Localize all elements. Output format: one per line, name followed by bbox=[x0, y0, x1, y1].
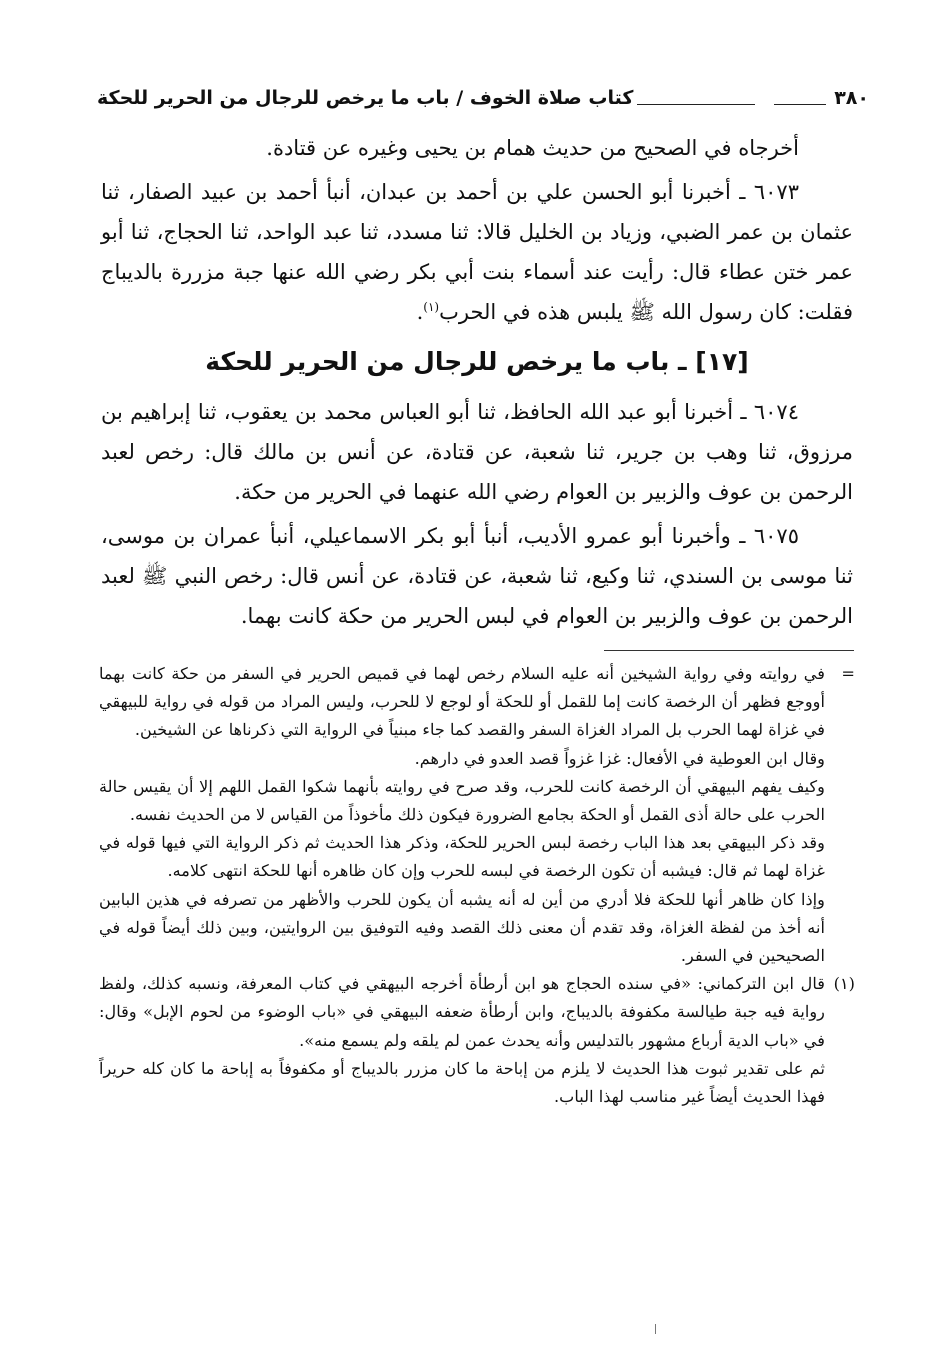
page-number: ٣٨٠ bbox=[834, 87, 869, 109]
chapter-heading: [١٧] ـ باب ما يرخص للرجال من الحرير للحكة bbox=[205, 347, 749, 376]
hadith-6074: ٦٠٧٤ ـ أخبرنا أبو عبد الله الحافظ، ثنا أبو العباس محمد بن يعقوب، ثنا إبراهيم بن مرزوق، ثنا وهب بن جرير، ثنا شعبة، عن قتادة، عن أنس بن مالك قال: رخص لعبد الرحمن بن عوف والزبير بن العوام رضي الله عنهما في الحرير من حكة. bbox=[101, 400, 853, 504]
title-rule bbox=[637, 92, 755, 105]
intro-line: أخرجاه في الصحيح من حديث همام بن يحيى وغيره عن قتادة. bbox=[266, 136, 799, 160]
footnote-1-mark: (١) bbox=[833, 974, 855, 994]
footnote-1-a: قال ابن التركماني: «في سنده الحجاج هو ابن أرطأة أخرجه البيهقي في كتاب المعرفة، ونسبه كذلك، ولفظ رواية فيه جبة طيالسة مكفوفة بالديباج، وابن أرطأة ضعفه البيهقي في «باب الوضوء من لحوم الإبل» وقال: في «باب الدية أرباع مشهور بالتدليس وأنه يحدث عمن لم يلقه ولم يسمع منه». bbox=[99, 974, 825, 1050]
footnote-cont-2: وقال ابن العوطية في الأفعال: غزا غزواً قصد العدو في دارهم. bbox=[414, 748, 825, 768]
footnote-ref-1: (١) bbox=[423, 300, 440, 314]
main-text-bottom bbox=[101, 392, 853, 636]
hadith-6075: ٦٠٧٥ ـ وأخبرنا أبو عمرو الأديب، أنبأ أبو بكر الاسماعيلي، أنبأ عمران بن موسى، ثنا موسى بن السندي، ثنا وكيع، ثنا شعبة، عن قتادة، عن أنس قال: رخص النبي ﷺ لعبد الرحمن بن عوف والزبير بن العوام في لبس الحرير من حكة كانت بهما. bbox=[101, 524, 853, 628]
hadith-6073-end: . bbox=[416, 300, 424, 324]
footnote-cont-1: في روايته وفي رواية الشيخين أنه عليه السلام رخص لهما في قميص الحرير في السفر من حكة كانت بهما أووجع فظهر أن الرخصة كانت إما للقمل أو للحكة أو لوجع لا للحرب، وليس المراد من قوله في رواية للبيهقي في غزاة لهما الحرب بل المراد الغزاة السفر والقصد كما جاء مبنياً في الرواية التي ذكرناها عن الشيخين. bbox=[99, 664, 825, 740]
footnote-cont-5: وإذا كان ظاهر أنها للحكة فلا أدري من أين له أنه يشبه أن يكون للحرب والأظهر من تصرفه في هذين البابين أنه أخذ من لفظة الغزاة، وقد تقدم أن معنى ذلك القصد وفيه التوفيق بين الروايتين، وبين ذلك أيضاً قوله في الصحيحين في السفر. bbox=[99, 889, 825, 966]
scan-mark bbox=[655, 1324, 656, 1334]
hadith-6073 bbox=[101, 172, 853, 332]
footnote-continued bbox=[99, 660, 855, 970]
hadith-6073-text: ٦٠٧٣ ـ أخبرنا أبو الحسن علي بن أحمد بن عبدان، أنبأ أحمد بن عبيد الصفار، ثنا عثمان بن عمر الضبي، وزياد بن الخليل قالا: ثنا مسدد، ثنا عبد الواحد، ثنا الحجاج، ثنا أبو عمر ختن عطاء قال: رأيت عند أسماء بنت أبي بكر رضي الله عنها جبة مزررة بالديباج فقلت: كان رسول الله ﷺ يلبس هذه في الحرب bbox=[101, 180, 853, 324]
running-title bbox=[97, 87, 772, 109]
footnote-1-b: ثم على تقدير ثبوت هذا الحديث لا يلزم من إباحة ما كان مزرر بالديباج أو مكفوفاً به إباحة ما كان كله حريراً فهذا الحديث أيضاً غير مناسب لهذا الباب. bbox=[99, 1058, 825, 1107]
footnote-1 bbox=[99, 970, 855, 1111]
footnote-divider bbox=[604, 650, 854, 651]
footnote-cont-3: وكيف يفهم البيهقي أن الرخصة كانت للحرب، وقد صرح في روايته بأنهما شكوا القمل اللهم إلا أن يقيس حالة الحرب على حالة أذى القمل أو الحكة بجامع الضرورة فيكون ذلك مأخوذاً من القياس لا من الحديث نفسه. bbox=[99, 776, 825, 825]
running-header bbox=[97, 80, 869, 116]
running-title-text: كتاب صلاة الخوف / باب ما يرخص للرجال من الحرير للحكة bbox=[97, 87, 634, 109]
footnotes bbox=[99, 660, 855, 1111]
footnote-cont-4: وقد ذكر البيهقي بعد هذا الباب رخصة لبس الحرير للحكة، وذكر هذا الحديث ثم ذكر الرواية التي فيها قوله في غزاة لهما ثم قال: فيشبه أن تكون الرخصة في لبسه للحرب وإن كان ظاهره أنها للحكة انتهى كلامه. bbox=[99, 833, 825, 881]
main-text-top bbox=[101, 128, 853, 332]
header-rule bbox=[774, 92, 826, 105]
continuation-mark: = bbox=[841, 664, 855, 683]
